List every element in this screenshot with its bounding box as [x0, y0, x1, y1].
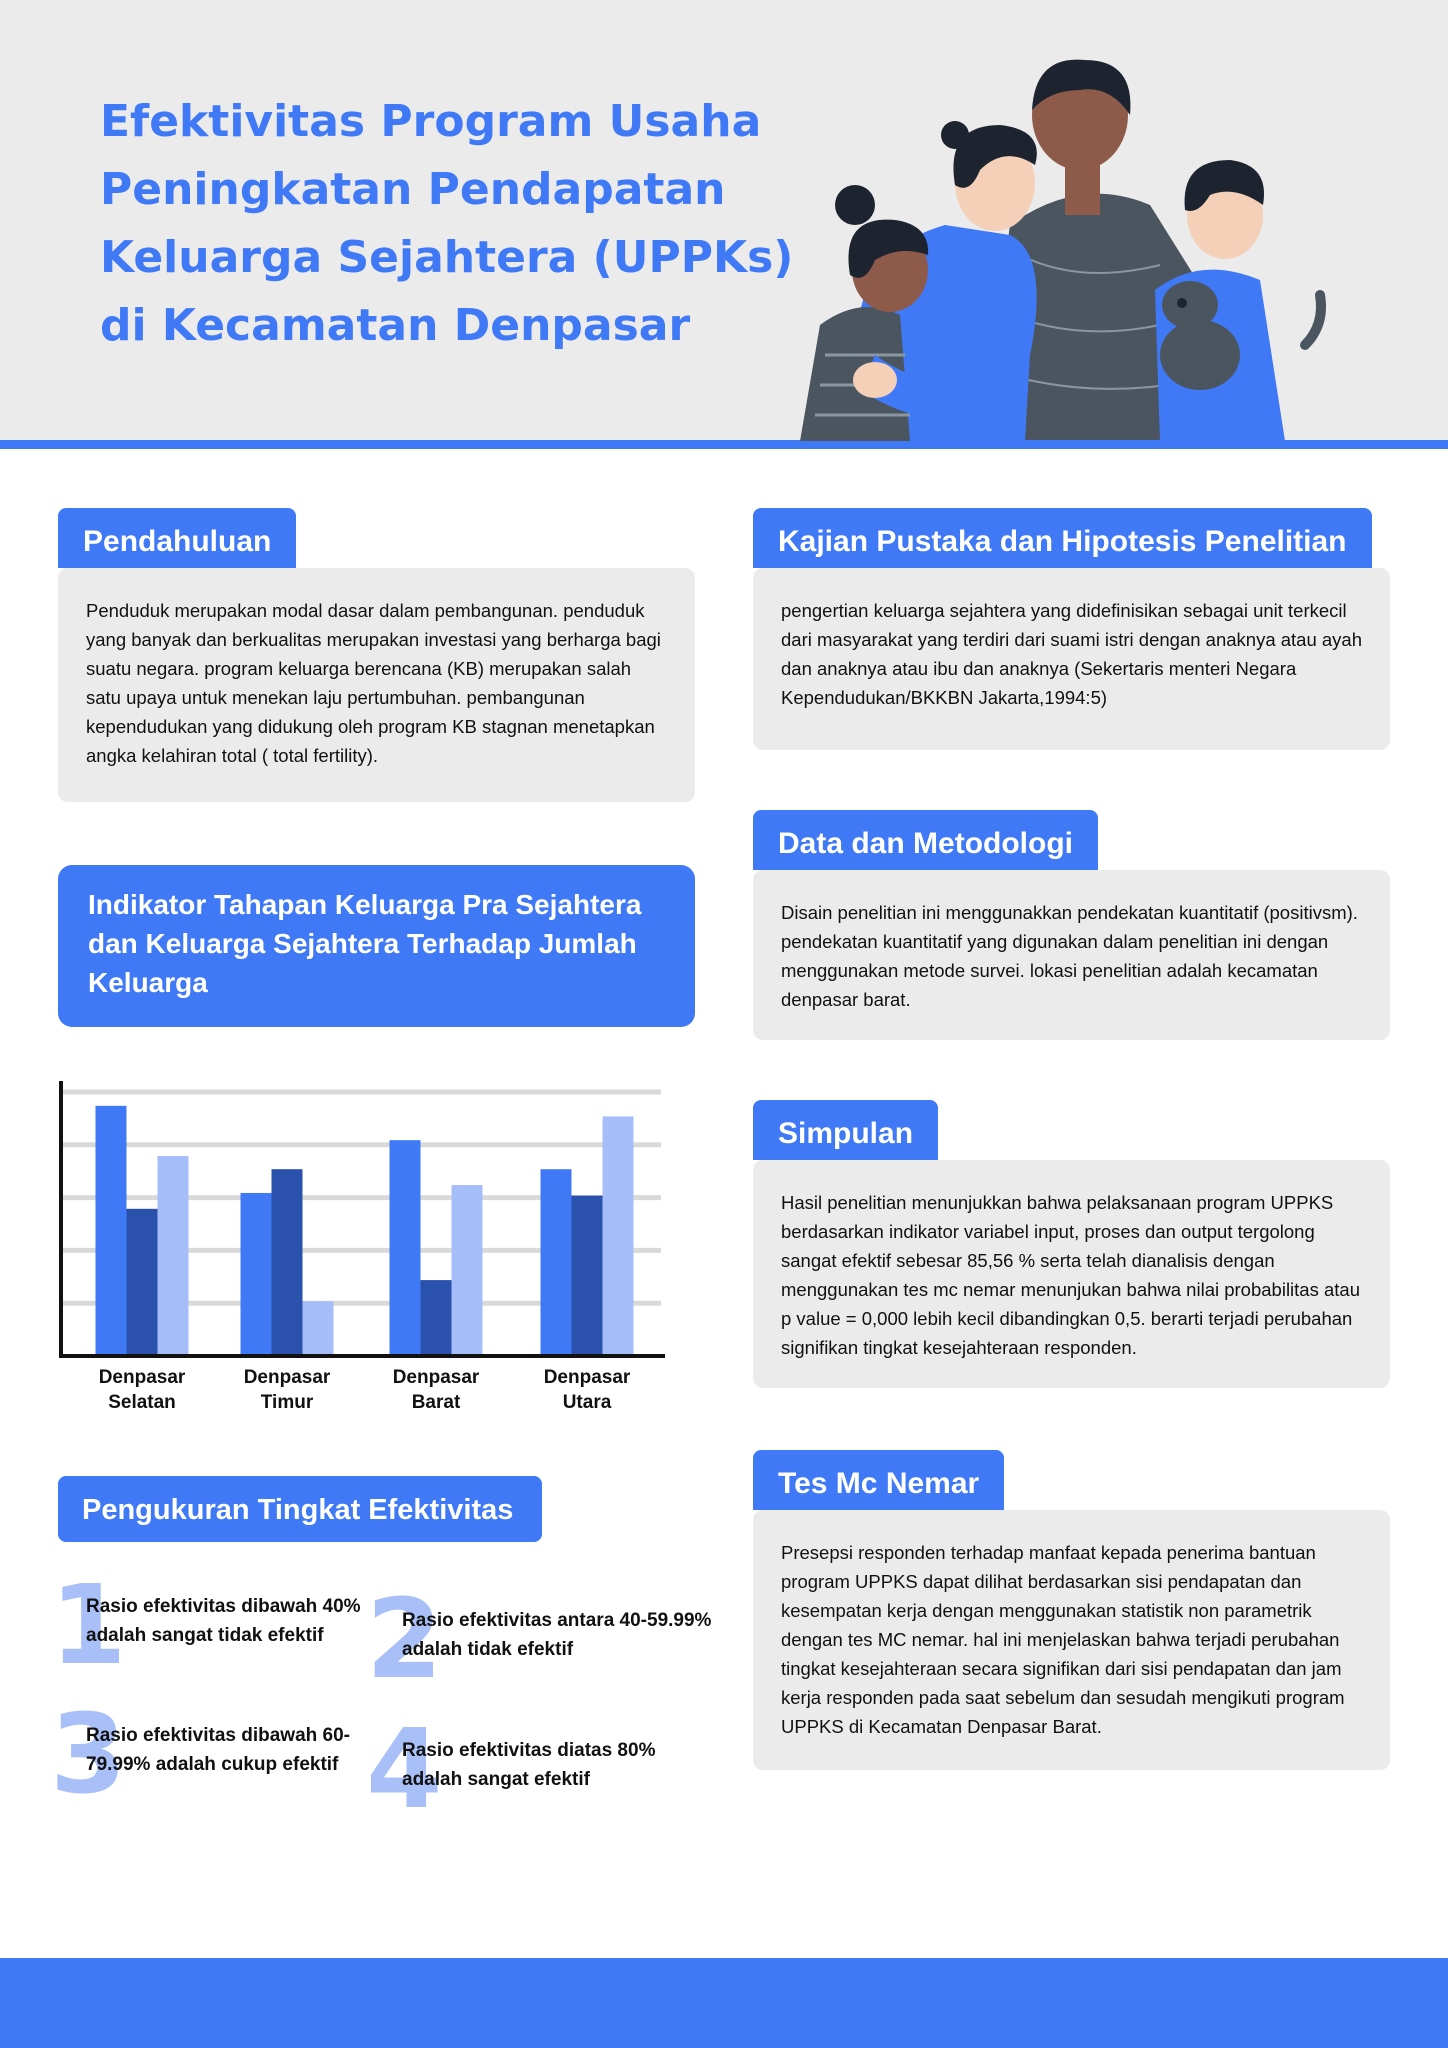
item-number: 2	[366, 1575, 443, 1703]
bar-chart	[50, 1075, 680, 1425]
simpulan-heading: Simpulan	[753, 1100, 938, 1160]
tes-mc-nemar-text: Presepsi responden terhadap manfaat kepada penerima bantuan program UPPKS dapat dilihat berdasarkan sisi pendapatan dan kesempatan kerja dengan menggunakan statistik non parametrik dengan tes MC nemar. hal ini menjelaskan bahwa terjadi perubahan tingkat kesejahteraan secara signifikan dari sisi pendapatan dan jam kerja responden pada saat sebelum dan sesudah mengikuti program UPPKS di Kecamatan Denpasar Barat.	[781, 1542, 1345, 1737]
bar	[541, 1169, 572, 1354]
data-metodologi-text: Disain penelitian ini menggunakkan pendekatan kuantitatif (positivsm). pendekatan kuantitatif yang digunakan dalam penelitian ini dengan menggunakan metode survei. lokasi penelitian adalah kecamatan denpasar barat.	[781, 902, 1358, 1010]
tes-mc-nemar-card	[753, 1510, 1390, 1770]
item-number: 1	[50, 1561, 127, 1689]
category-label: Utara	[562, 1392, 612, 1413]
title-line: di Kecamatan Denpasar	[100, 300, 691, 351]
indikator-heading	[58, 865, 695, 1027]
data-metodologi-card	[753, 870, 1390, 1040]
bar	[303, 1301, 334, 1354]
bar	[421, 1280, 452, 1354]
efektivitas-item	[50, 1690, 396, 1818]
item-text: Rasio efektivitas antara 40-59.99% adalah tidak efektif	[402, 1610, 712, 1660]
hero-divider	[0, 440, 1448, 449]
simpulan-card	[753, 1160, 1390, 1388]
title-line: Peningkatan Pendapatan	[100, 164, 726, 215]
efektivitas-item	[50, 1561, 396, 1689]
category-label: Denpasar	[243, 1367, 331, 1388]
item-number: 3	[50, 1690, 127, 1818]
item-number: 4	[366, 1705, 443, 1833]
item-text: Rasio efektivitas diatas 80% adalah sangat efektif	[402, 1740, 656, 1790]
category-label: Denpasar	[392, 1367, 480, 1388]
category-label: Barat	[411, 1392, 461, 1413]
item-text: Rasio efektivitas dibawah 60-79.99% adalah cukup efektif	[86, 1725, 350, 1775]
indikator-title: Indikator Tahapan Keluarga Pra Sejahtera dan Keluarga Sejahtera Terhadap Jumlah Keluarga	[88, 889, 642, 998]
title-line: Efektivitas Program Usaha	[100, 96, 762, 147]
pendahuluan-heading: Pendahuluan	[58, 508, 296, 568]
bar	[241, 1193, 272, 1354]
page-title	[100, 88, 820, 360]
kajian-card	[753, 568, 1390, 750]
simpulan-text: Hasil penelitian menunjukkan bahwa pelaksanaan program UPPKS berdasarkan indikator variabel input, proses dan output tergolong sangat efektif sebesar 85,56 % serta telah dianalisis dengan menggunakan tes mc nemar menunjukan bahwa nilai probabilitas atau p value = 0,000 lebih kecil dibandingkan 0,5. berarti terjadi perubahan signifikan tingkat kesejahteraan responden.	[781, 1192, 1360, 1358]
tes-mc-nemar-heading: Tes Mc Nemar	[753, 1450, 1004, 1510]
bar	[127, 1209, 158, 1354]
category-label: Selatan	[108, 1392, 176, 1413]
efektivitas-item	[366, 1575, 712, 1703]
bar	[452, 1185, 483, 1354]
category-label: Denpasar	[98, 1367, 186, 1388]
item-text: Rasio efektivitas dibawah 40% adalah sangat tidak efektif	[86, 1596, 361, 1646]
bar	[96, 1106, 127, 1354]
category-label: Timur	[260, 1392, 314, 1413]
bar	[158, 1156, 189, 1354]
category-label: Denpasar	[543, 1367, 631, 1388]
bar	[272, 1169, 303, 1354]
footer-bar	[0, 1958, 1448, 2048]
efektivitas-item	[366, 1705, 712, 1833]
pendahuluan-card	[58, 568, 695, 802]
data-metodologi-heading: Data dan Metodologi	[753, 810, 1098, 870]
pengukuran-heading: Pengukuran Tingkat Efektivitas	[58, 1476, 542, 1542]
bar	[603, 1116, 634, 1354]
kajian-text: pengertian keluarga sejahtera yang didefinisikan sebagai unit terkecil dari masyarakat yang terdiri dari suami istri dengan anaknya atau ayah dan anaknya atau ibu dan anaknya (Sekertaris menteri Negara Kependudukan/BKKBN Jakarta,1994:5)	[781, 600, 1363, 708]
chart-category-labels	[99, 1367, 631, 1413]
family-illustration	[780, 55, 1380, 441]
bar	[572, 1196, 603, 1354]
title-line: Keluarga Sejahtera (UPPKs)	[100, 232, 794, 283]
kajian-heading: Kajian Pustaka dan Hipotesis Penelitian	[753, 508, 1372, 568]
bar	[390, 1140, 421, 1354]
pendahuluan-text: Penduduk merupakan modal dasar dalam pembangunan. penduduk yang banyak dan berkualitas merupakan investasi yang berharga bagi suatu negara. program keluarga berencana (KB) merupakan salah satu upaya untuk menekan laju pertumbuhan. pembangunan kependudukan yang didukung oleh program KB stagnan menetapkan angka kelahiran total ( total fertility).	[86, 600, 661, 766]
